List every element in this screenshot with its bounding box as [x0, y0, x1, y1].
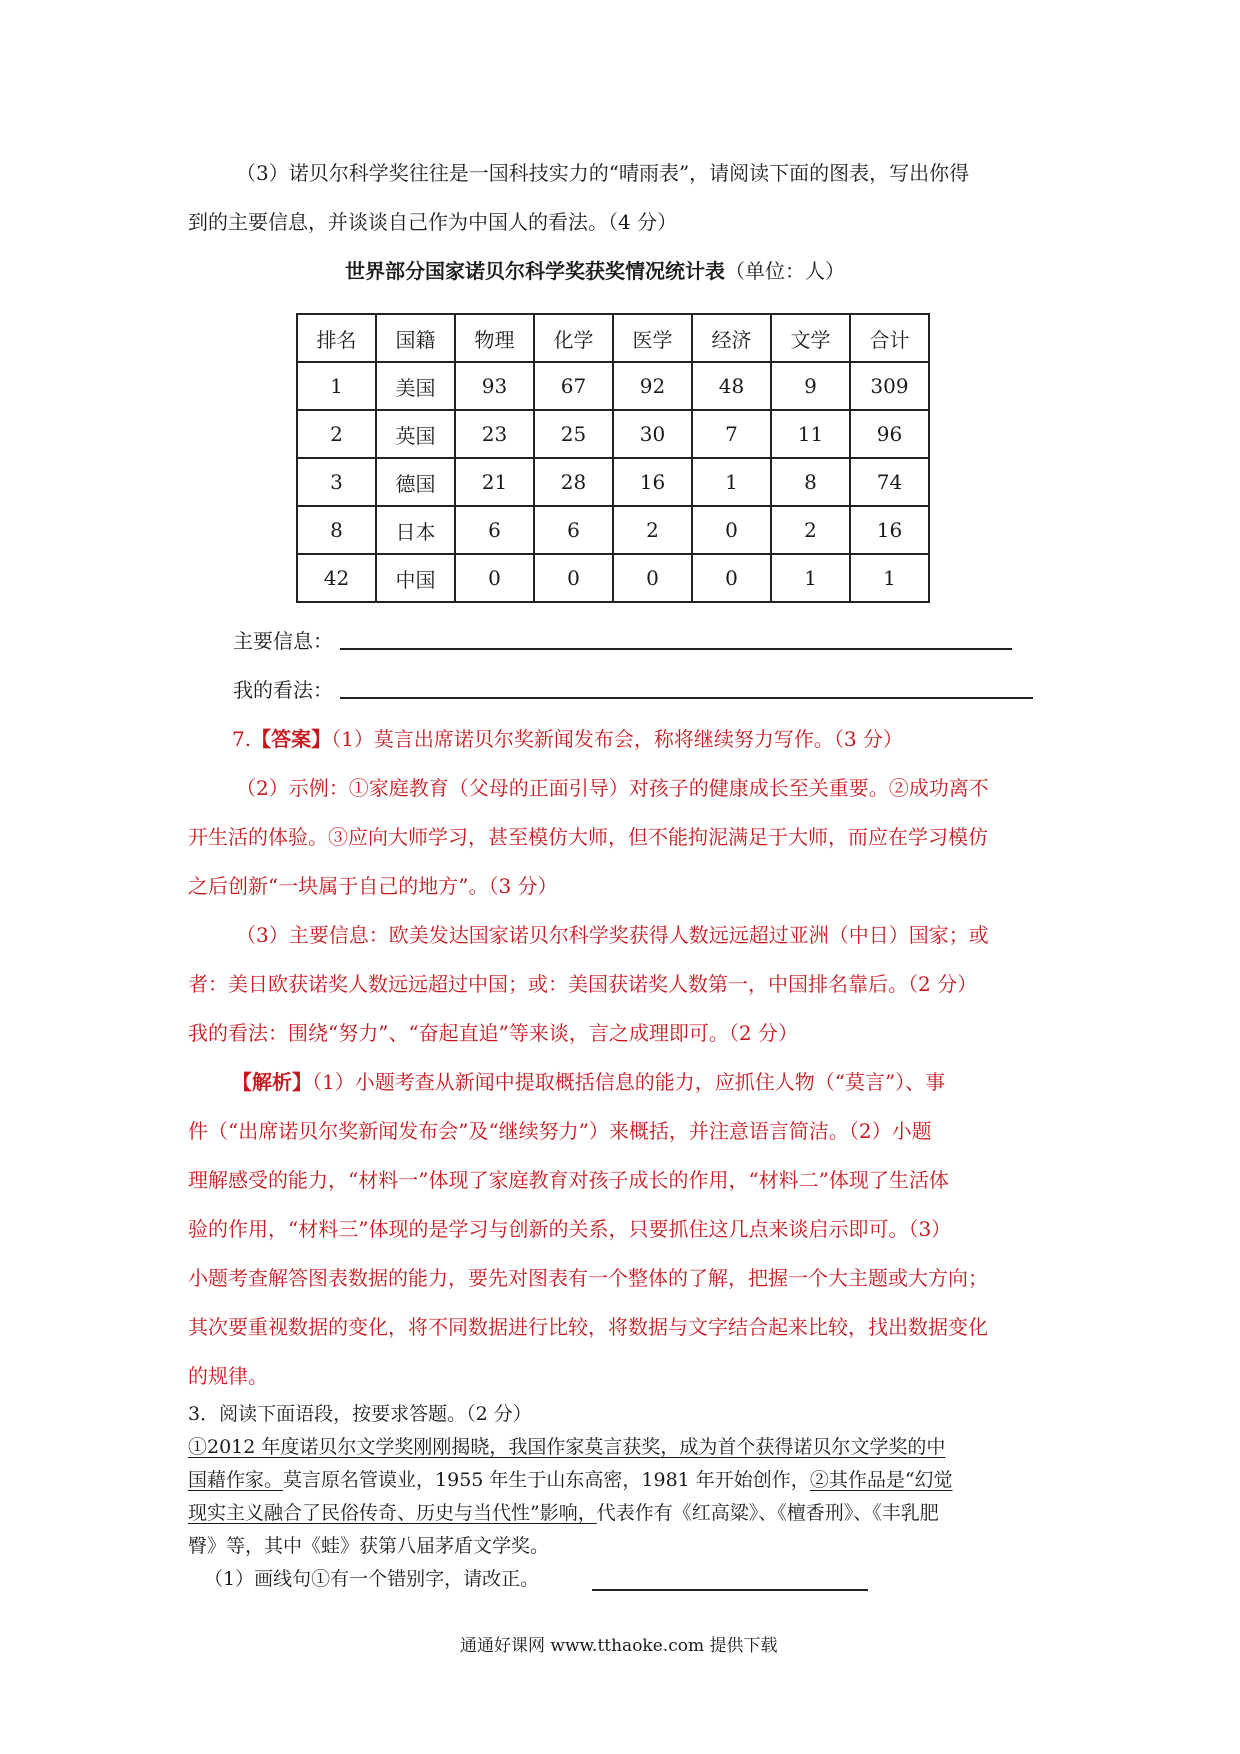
- table-cell: 48: [692, 362, 771, 410]
- table-cell: 2: [771, 506, 850, 554]
- underlined-sentence-1: ①2012 年度诺贝尔文学奖刚刚揭晓，我国作家莫言获奖，成为首个获得诺贝尔文学奖的中: [188, 1436, 946, 1458]
- table-cell: 9: [771, 362, 850, 410]
- table-cell: 6: [534, 506, 613, 554]
- my-view-label: 我的看法：: [233, 678, 333, 702]
- table-cell: 25: [534, 410, 613, 458]
- passage-line-2: [188, 1464, 953, 1496]
- analysis-line-5: 小题考查解答图表数据的能力，要先对图表有一个整体的了解，把握一个大主题或大方向；: [188, 1266, 988, 1290]
- header-cell: 经济: [692, 314, 771, 362]
- table-cell: 11: [771, 410, 850, 458]
- table-cell: 21: [455, 458, 534, 506]
- table-cell: 92: [613, 362, 692, 410]
- header-cell: 医学: [613, 314, 692, 362]
- table-cell: 16: [850, 506, 929, 554]
- header-cell: 排名: [297, 314, 376, 362]
- sub-question-1: （1）画线句①有一个错别字，请改正。: [204, 1568, 540, 1590]
- answer-3-line-1: （3）主要信息：欧美发达国家诺贝尔科学奖获得人数远远超过亚洲（中日）国家；或: [236, 923, 989, 947]
- table-title-unit: （单位：人）: [725, 259, 845, 283]
- table-cell: 8: [297, 506, 376, 554]
- table-cell: 德国: [376, 458, 455, 506]
- table-cell: 0: [455, 554, 534, 602]
- table-cell: 3: [297, 458, 376, 506]
- answer-line-1: [232, 724, 903, 754]
- analysis-line-4: 验的作用，“材料三”体现的是学习与创新的关系，只要抓住这几点来谈启示即可。（3）: [188, 1217, 952, 1241]
- underlined-sentence-2-end: 现实主义融合了民俗传奇、历史与当代性”影响，: [188, 1502, 597, 1524]
- passage-line-2-text: 莫言原名管谟业，1955 年生于山东高密，1981 年开始创作，: [283, 1469, 810, 1491]
- sub-question-1-blank-line[interactable]: [592, 1589, 868, 1591]
- question-3-line-2: 到的主要信息，并谈谈自己作为中国人的看法。（4 分）: [188, 210, 678, 234]
- table-cell: 美国: [376, 362, 455, 410]
- table-cell: 42: [297, 554, 376, 602]
- table-cell: 23: [455, 410, 534, 458]
- passage-line-3-text: 代表作有《红高粱》、《檀香刑》、《丰乳肥: [596, 1502, 939, 1524]
- underlined-sentence-1-end: 国藉作家。: [188, 1469, 284, 1491]
- table-cell: 7: [692, 410, 771, 458]
- answer-2-line-1: （2）示例：①家庭教育（父母的正面引导）对孩子的健康成长至关重要。②成功离不: [236, 776, 989, 800]
- table-header-row: [297, 314, 929, 362]
- answer-number: 7.: [232, 727, 252, 751]
- table-row: [297, 554, 929, 602]
- table-cell: 1: [297, 362, 376, 410]
- question-3-line-1: （3）诺贝尔科学奖往往是一国科技实力的“晴雨表”，请阅读下面的图表，写出你得: [236, 161, 970, 185]
- passage-line-1: [188, 1431, 945, 1463]
- table-cell: 0: [692, 554, 771, 602]
- answer-tag: 【答案】: [251, 727, 332, 751]
- table-cell: 2: [613, 506, 692, 554]
- answer-2-line-2: 开生活的体验。③应向大师学习，甚至模仿大师，但不能拘泥满足于大师，而应在学习模仿: [188, 825, 988, 849]
- header-cell: 物理: [455, 314, 534, 362]
- table-cell: 0: [534, 554, 613, 602]
- answer-3-line-2: 者：美日欧获诺奖人数远远超过中国；或：美国获诺奖人数第一，中国排名靠后。（2 分）: [188, 972, 978, 996]
- analysis-line-6: 其次要重视数据的变化，将不同数据进行比较，将数据与文字结合起来比较，找出数据变化: [188, 1315, 988, 1339]
- answer-1-text: （1）莫言出席诺贝尔奖新闻发布会，称将继续努力写作。（3 分）: [331, 727, 903, 751]
- footer-text: 通通好课网 www.tthaoke.com 提供下载: [460, 1636, 778, 1656]
- table-cell: 6: [455, 506, 534, 554]
- main-info-label: 主要信息：: [233, 629, 333, 653]
- table-cell: 0: [692, 506, 771, 554]
- table-cell: 16: [613, 458, 692, 506]
- header-cell: 化学: [534, 314, 613, 362]
- underlined-sentence-2: ②其作品是“幻觉: [809, 1469, 953, 1491]
- table-row: [297, 410, 929, 458]
- analysis-line-3: 理解感受的能力，“材料一”体现了家庭教育对孩子成长的作用，“材料二”体现了生活体: [188, 1168, 949, 1192]
- analysis-line-1: [232, 1067, 945, 1097]
- header-cell: 合计: [850, 314, 929, 362]
- table-cell: 1: [850, 554, 929, 602]
- analysis-line-7: 的规律。: [188, 1364, 268, 1388]
- answer-3-line-3: 我的看法：围绕“努力”、“奋起直追”等来谈，言之成理即可。（2 分）: [188, 1021, 798, 1045]
- header-cell: 国籍: [376, 314, 455, 362]
- main-info-blank-line[interactable]: [340, 648, 1012, 650]
- table-cell: 28: [534, 458, 613, 506]
- table-cell: 309: [850, 362, 929, 410]
- table-cell: 74: [850, 458, 929, 506]
- analysis-line-1-text: （1）小题考查从新闻中提取概括信息的能力，应抓住人物（“莫言”）、事: [312, 1070, 946, 1094]
- table-cell: 8: [771, 458, 850, 506]
- table-cell: 中国: [376, 554, 455, 602]
- table-row: [297, 362, 929, 410]
- table-cell: 67: [534, 362, 613, 410]
- header-cell: 文学: [771, 314, 850, 362]
- table-cell: 30: [613, 410, 692, 458]
- answer-2-line-3: 之后创新“一块属于自己的地方”。（3 分）: [188, 874, 558, 898]
- passage-line-3: [188, 1497, 939, 1529]
- my-view-blank-line[interactable]: [340, 697, 1033, 699]
- table-cell: 96: [850, 410, 929, 458]
- table-cell: 0: [613, 554, 692, 602]
- analysis-line-2: 件（“出席诺贝尔奖新闻发布会”及“继续努力”）来概括，并注意语言简洁。（2）小题: [188, 1119, 932, 1143]
- question-3b-title: 3．阅读下面语段，按要求答题。（2 分）: [188, 1403, 532, 1425]
- table-cell: 93: [455, 362, 534, 410]
- table-title-text: 世界部分国家诺贝尔科学奖获奖情况统计表: [345, 259, 725, 283]
- passage-line-4: 臀》等，其中《蛙》获第八届茅盾文学奖。: [188, 1535, 550, 1557]
- table-cell: 2: [297, 410, 376, 458]
- table-cell: 1: [692, 458, 771, 506]
- table-cell: 英国: [376, 410, 455, 458]
- analysis-tag: 【解析】: [232, 1070, 312, 1094]
- nobel-stats-table: [296, 313, 930, 603]
- table-cell: 日本: [376, 506, 455, 554]
- table-title: [345, 256, 845, 286]
- table-row: [297, 506, 929, 554]
- table-row: [297, 458, 929, 506]
- table-cell: 1: [771, 554, 850, 602]
